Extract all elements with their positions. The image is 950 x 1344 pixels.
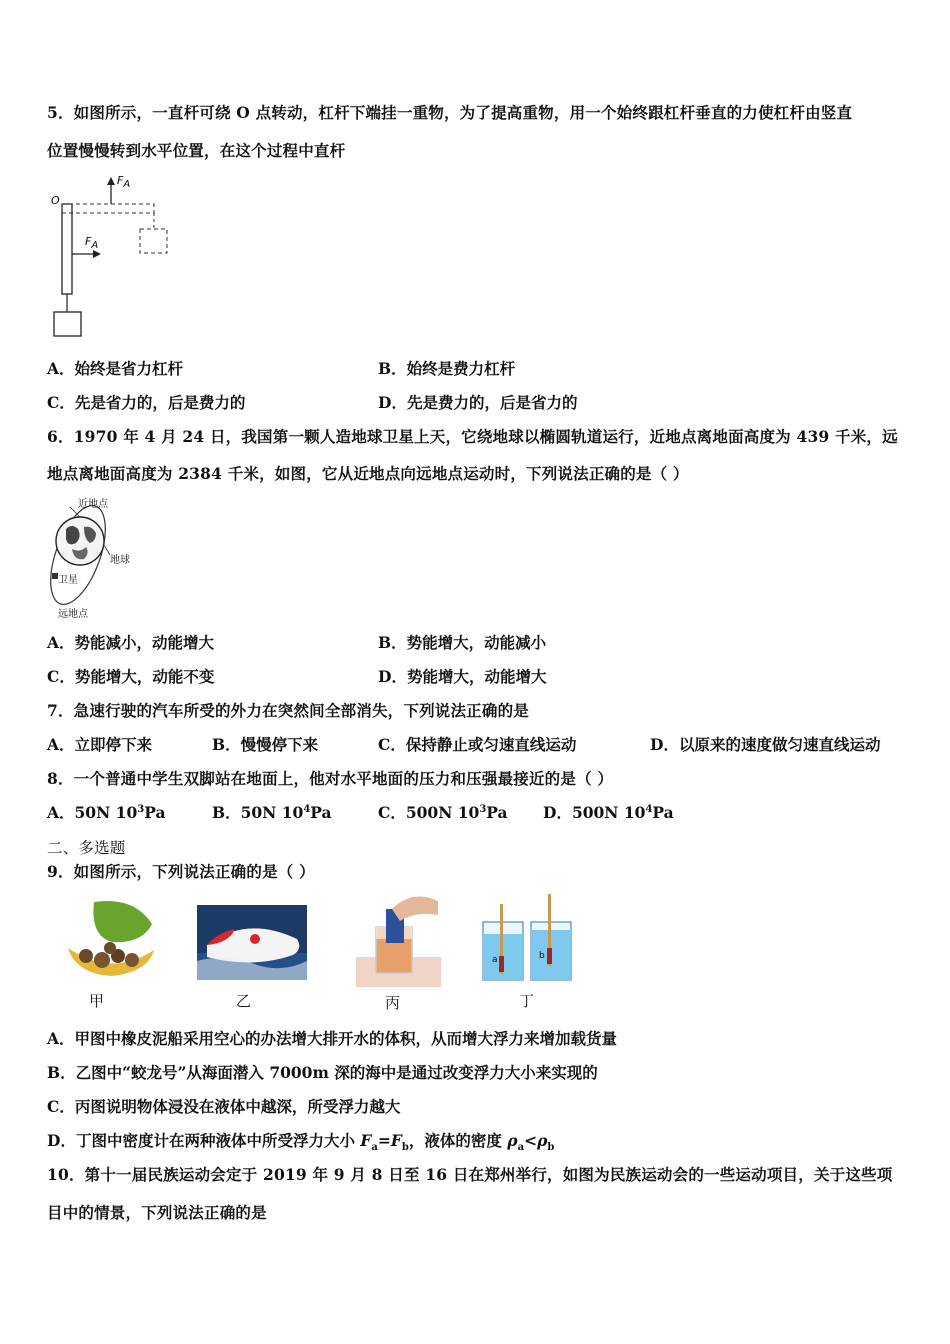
earth-label: 地球 [110, 555, 130, 566]
q9-d-less-than: < [524, 1131, 538, 1150]
q8-b-unit: Pa [310, 803, 332, 822]
caption-bing: 丙 [385, 994, 401, 1012]
q8-d-text: D．500N 10 [543, 803, 646, 822]
q7-option-d[interactable]: D．以原来的速度做匀速直线运动 [650, 735, 881, 754]
force-fa-side-label [85, 235, 99, 252]
q9-stem: 9．如图所示，下列说法正确的是（ ） [47, 862, 315, 881]
q9-d-equals: = [377, 1131, 391, 1150]
q8-option-a[interactable] [47, 801, 166, 823]
force-fa-side-letter: F [85, 235, 92, 248]
q9-d-rho-b-sub: b [547, 1142, 555, 1154]
lever-figure [45, 172, 185, 340]
hydrometer-beakers-image [480, 892, 576, 986]
pivot-o-label: O [51, 194, 60, 207]
q9-d-rho-b: ρ [537, 1131, 548, 1150]
clay-boat-image [64, 898, 158, 980]
section-title-multi-choice: 二、多选题 [47, 839, 126, 857]
q8-a-unit: Pa [144, 803, 166, 822]
q9-d-force-b: F [390, 1131, 402, 1150]
q5-stem-line-1: 5．如图所示，一直杆可绕 O 点转动，杠杆下端挂一重物，为了提高重物，用一个始终跟杠杆垂直的力使杠杆由竖直 [47, 103, 853, 122]
q6-option-b[interactable]: B．势能增大，动能减小 [378, 633, 547, 652]
q8-a-text: A．50N 10 [47, 803, 138, 822]
q9-option-c[interactable]: C．丙图说明物体浸没在液体中越深，所受浮力越大 [47, 1097, 401, 1116]
q10-stem-line-1: 10．第十一届民族运动会定于 2019 年 9 月 8 日至 16 日在郑州举行，如图为民族运动会的一些运动项目，关于这些项 [47, 1165, 893, 1184]
q9-d-force-a-sub: a [371, 1142, 378, 1154]
satellite-label: 卫星 [58, 575, 78, 586]
q5-option-a[interactable]: A．始终是省力杠杆 [47, 359, 184, 378]
q5-option-b[interactable]: B．始终是费力杠杆 [378, 359, 516, 378]
q6-stem-line-2: 地点离地面高度为 2384 千米，如图，它从近地点向远地点运动时，下列说法正确的是（ ） [47, 464, 689, 483]
caption-yi: 乙 [236, 992, 252, 1010]
caption-jia: 甲 [89, 992, 105, 1010]
q8-d-exp: 4 [645, 803, 653, 815]
q10-stem-line-2: 目中的情景，下列说法正确的是 [47, 1203, 267, 1222]
q9-d-force-b-sub: b [401, 1142, 409, 1154]
q9-option-b[interactable]: B．乙图中“蛟龙号”从海面潜入 7000m 深的海中是通过改变浮力大小来实现的 [47, 1063, 598, 1082]
q7-option-a[interactable]: A．立即停下来 [47, 735, 153, 754]
q5-stem-line-2: 位置慢慢转到水平位置，在这个过程中直杆 [47, 141, 346, 160]
q9-d-text: D．丁图中密度计在两种液体中所受浮力大小 [47, 1131, 361, 1150]
force-fa-top-sub: A [123, 179, 131, 191]
submarine-image [197, 905, 307, 980]
q6-option-c[interactable]: C．势能增大，动能不变 [47, 667, 215, 686]
satellite-orbit-figure [44, 493, 144, 621]
q8-option-d[interactable] [543, 801, 674, 823]
q8-c-exp: 3 [479, 803, 487, 815]
q7-option-c[interactable]: C．保持静止或匀速直线运动 [378, 735, 577, 754]
force-fa-top-letter: F [117, 174, 124, 187]
q8-c-unit: Pa [486, 803, 508, 822]
q6-option-d[interactable]: D．势能增大，动能增大 [378, 667, 547, 686]
q5-option-d[interactable]: D．先是费力的，后是省力的 [378, 393, 578, 412]
force-fa-top-label [117, 174, 131, 191]
q5-option-c[interactable]: C．先是省力的，后是费力的 [47, 393, 246, 412]
near-point-label: 近地点 [78, 499, 108, 510]
caption-ding: 丁 [519, 992, 535, 1010]
q8-b-text: B．50N 10 [212, 803, 304, 822]
immersion-experiment-image [356, 895, 441, 987]
q6-option-a[interactable]: A．势能减小，动能增大 [47, 633, 215, 652]
q8-b-exp: 4 [303, 803, 311, 815]
q8-d-unit: Pa [652, 803, 674, 822]
q9-option-a[interactable]: A．甲图中橡皮泥船采用空心的办法增大排开水的体积，从而增大浮力来增加载货量 [47, 1029, 618, 1048]
q8-stem: 8．一个普通中学生双脚站在地面上，他对水平地面的压力和压强最接近的是（ ） [47, 769, 614, 788]
q9-d-rho-a: ρ [507, 1131, 518, 1150]
q9-d-force-a: F [360, 1131, 372, 1150]
q7-option-b[interactable]: B．慢慢停下来 [212, 735, 319, 754]
far-point-label: 远地点 [58, 609, 88, 620]
q7-stem: 7．急速行驶的汽车所受的外力在突然间全部消失，下列说法正确的是 [47, 701, 529, 720]
beaker-a-label: a [492, 955, 498, 965]
q8-c-text: C．500N 10 [378, 803, 480, 822]
q9-d-text-mid: ，液体的密度 [408, 1131, 508, 1150]
q8-option-c[interactable] [378, 801, 508, 823]
q8-a-exp: 3 [137, 803, 145, 815]
force-fa-side-sub: A [91, 240, 99, 252]
q8-option-b[interactable] [212, 801, 332, 823]
beaker-b-label: b [539, 951, 545, 961]
q6-stem-line-1: 6．1970 年 4 月 24 日，我国第一颗人造地球卫星上天，它绕地球以椭圆轨道运行，近地点离地面高度为 439 千米，远 [47, 427, 898, 446]
q9-option-d[interactable] [47, 1129, 555, 1154]
q9-d-rho-a-sub: a [517, 1142, 525, 1154]
